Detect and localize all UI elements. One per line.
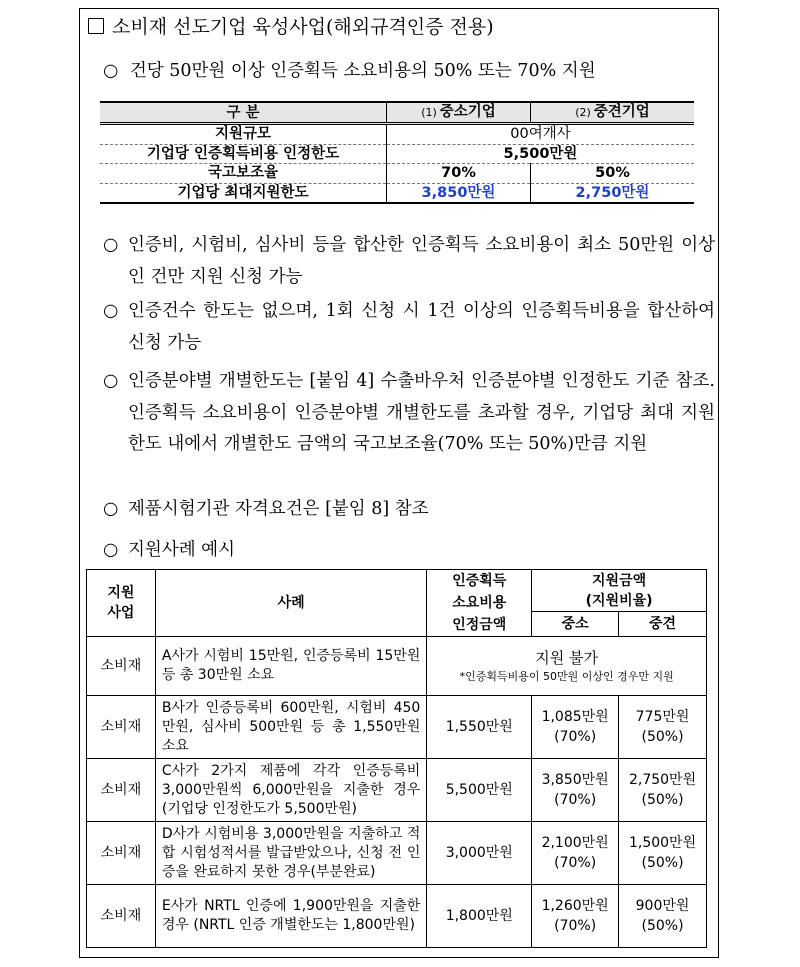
- table-row: [87, 822, 707, 885]
- summary-row: [100, 183, 694, 203]
- row-sme: 1,260만원 (70%): [532, 885, 619, 948]
- summary-header-sme: (1) 중소기업: [387, 102, 531, 124]
- summary-row-label: 기업당 최대지원한도: [100, 183, 387, 203]
- summary-header-row: [100, 102, 694, 124]
- bullet-circle-icon: ○: [103, 540, 119, 560]
- summary-row-mid: 2,750만원: [531, 183, 695, 203]
- summary-row-label: 지원규모: [100, 124, 387, 145]
- header-mid: 중견: [619, 612, 707, 637]
- row-cost: 1,550만원: [427, 696, 532, 759]
- table-row: [87, 696, 707, 759]
- table-row: [87, 885, 707, 948]
- row-cost: 5,500만원: [427, 759, 532, 822]
- summary-row: [100, 144, 694, 164]
- row-mid: 2,750만원 (50%): [619, 759, 707, 822]
- row-case: E사가 NRTL 인증에 1,900만원을 지출한 경우 (NRTL 인증 개별한도는 1,800만원): [155, 885, 426, 948]
- bullet-text: 지원사례 예시: [128, 540, 235, 560]
- row-program: 소비재: [87, 637, 156, 696]
- row-notice: [427, 637, 707, 696]
- bullet-item: [103, 230, 715, 293]
- checkbox-square-icon: [88, 18, 104, 34]
- summary-header-category: 구 분: [100, 102, 387, 124]
- bullet-item: [103, 296, 715, 359]
- lead-bullet-text: 건당 50만원 이상 인증획득 소요비용의 50% 또는 70% 지원: [129, 61, 596, 81]
- row-cost: 3,000만원: [427, 822, 532, 885]
- row-mid: 900만원 (50%): [619, 885, 707, 948]
- summary-table: [100, 101, 694, 204]
- row-program: 소비재: [87, 696, 156, 759]
- notice-note: *인증획득비용이 50만원 이상인 경우만 지원: [459, 669, 674, 683]
- bullet-text: 인증비, 시험비, 심사비 등을 합산한 인증획득 소요비용이 최소 50만원 이상인 건만 지원 신청 가능: [128, 235, 715, 287]
- row-mid: 775만원 (50%): [619, 696, 707, 759]
- bullet-item: [103, 535, 715, 567]
- bullet-circle-icon: ○: [103, 61, 119, 81]
- summary-row-label: 기업당 인증획득비용 인정한도: [100, 144, 387, 164]
- summary-row: [100, 164, 694, 184]
- header-cost: 인증획득 소요비용 인정금액: [427, 570, 532, 637]
- row-program: 소비재: [87, 822, 156, 885]
- bullet-item: [103, 366, 715, 461]
- row-case: A사가 시험비 15만원, 인증등록비 15만원 등 총 30만원 소요: [155, 637, 426, 696]
- row-program: 소비재: [87, 759, 156, 822]
- bullet-circle-icon: ○: [103, 371, 119, 391]
- bullet-text: 인증분야별 개별한도는 [붙임 4] 수출바우처 인증분야별 인정한도 기준 참조. 인증획득 소요비용이 인증분야별 개별한도를 초과할 경우, 기업당 최대 지원한도 내에서 개별한도 금액의 국고보조율(70% 또는 50%)만큼 지원: [128, 371, 715, 454]
- bullet-circle-icon: ○: [103, 301, 119, 321]
- summary-row-value: 5,500만원: [387, 144, 695, 164]
- summary-row-mid: 50%: [531, 164, 695, 184]
- header-support: 지원금액 (지원비율): [532, 570, 707, 612]
- row-case: B사가 인증등록비 600만원, 시험비 450만원, 심사비 500만원 등 총 1,550만원 소요: [155, 696, 426, 759]
- row-mid: 1,500만원 (50%): [619, 822, 707, 885]
- row-sme: 2,100만원 (70%): [532, 822, 619, 885]
- bullet-text: 인증건수 한도는 없으며, 1회 신청 시 1건 이상의 인증획득비용을 합산하여 신청 가능: [128, 301, 715, 353]
- section-title: 소비재 선도기업 육성사업(해외규격인증 전용): [88, 12, 494, 39]
- header-program: 지원 사업: [87, 570, 156, 637]
- row-cost: 1,800만원: [427, 885, 532, 948]
- bullet-circle-icon: ○: [103, 499, 119, 519]
- row-program: 소비재: [87, 885, 156, 948]
- table-row: [87, 637, 707, 696]
- notice-text: 지원 불가: [535, 648, 599, 667]
- summary-header-mid: (2) 중견기업: [531, 102, 695, 124]
- row-case: C사가 2가지 제품에 각각 인증등록비 3,000만원씩 6,000만원을 지출한 경우 (기업당 인정한도가 5,500만원): [155, 759, 426, 822]
- header-sme: 중소: [532, 612, 619, 637]
- row-case: D사가 시험비용 3,000만원을 지출하고 적합 시험성적서를 발급받았으나, 신청 전 인증을 완료하지 못한 경우(부분완료): [155, 822, 426, 885]
- summary-row: [100, 124, 694, 145]
- example-table: [86, 569, 707, 948]
- header-case: 사례: [155, 570, 426, 637]
- row-sme: 1,085만원 (70%): [532, 696, 619, 759]
- summary-row-sme: 70%: [387, 164, 531, 184]
- table-row: [87, 759, 707, 822]
- example-header-row: [87, 570, 707, 612]
- bullet-circle-icon: ○: [103, 235, 119, 255]
- row-sme: 3,850만원 (70%): [532, 759, 619, 822]
- bullet-item: [103, 494, 715, 526]
- summary-row-value: 00여개사: [387, 124, 695, 145]
- lead-bullet: [103, 56, 596, 86]
- bullet-text: 제품시험기관 자격요건은 [붙임 8] 참조: [128, 499, 429, 519]
- summary-row-label: 국고보조율: [100, 164, 387, 184]
- summary-row-sme: 3,850만원: [387, 183, 531, 203]
